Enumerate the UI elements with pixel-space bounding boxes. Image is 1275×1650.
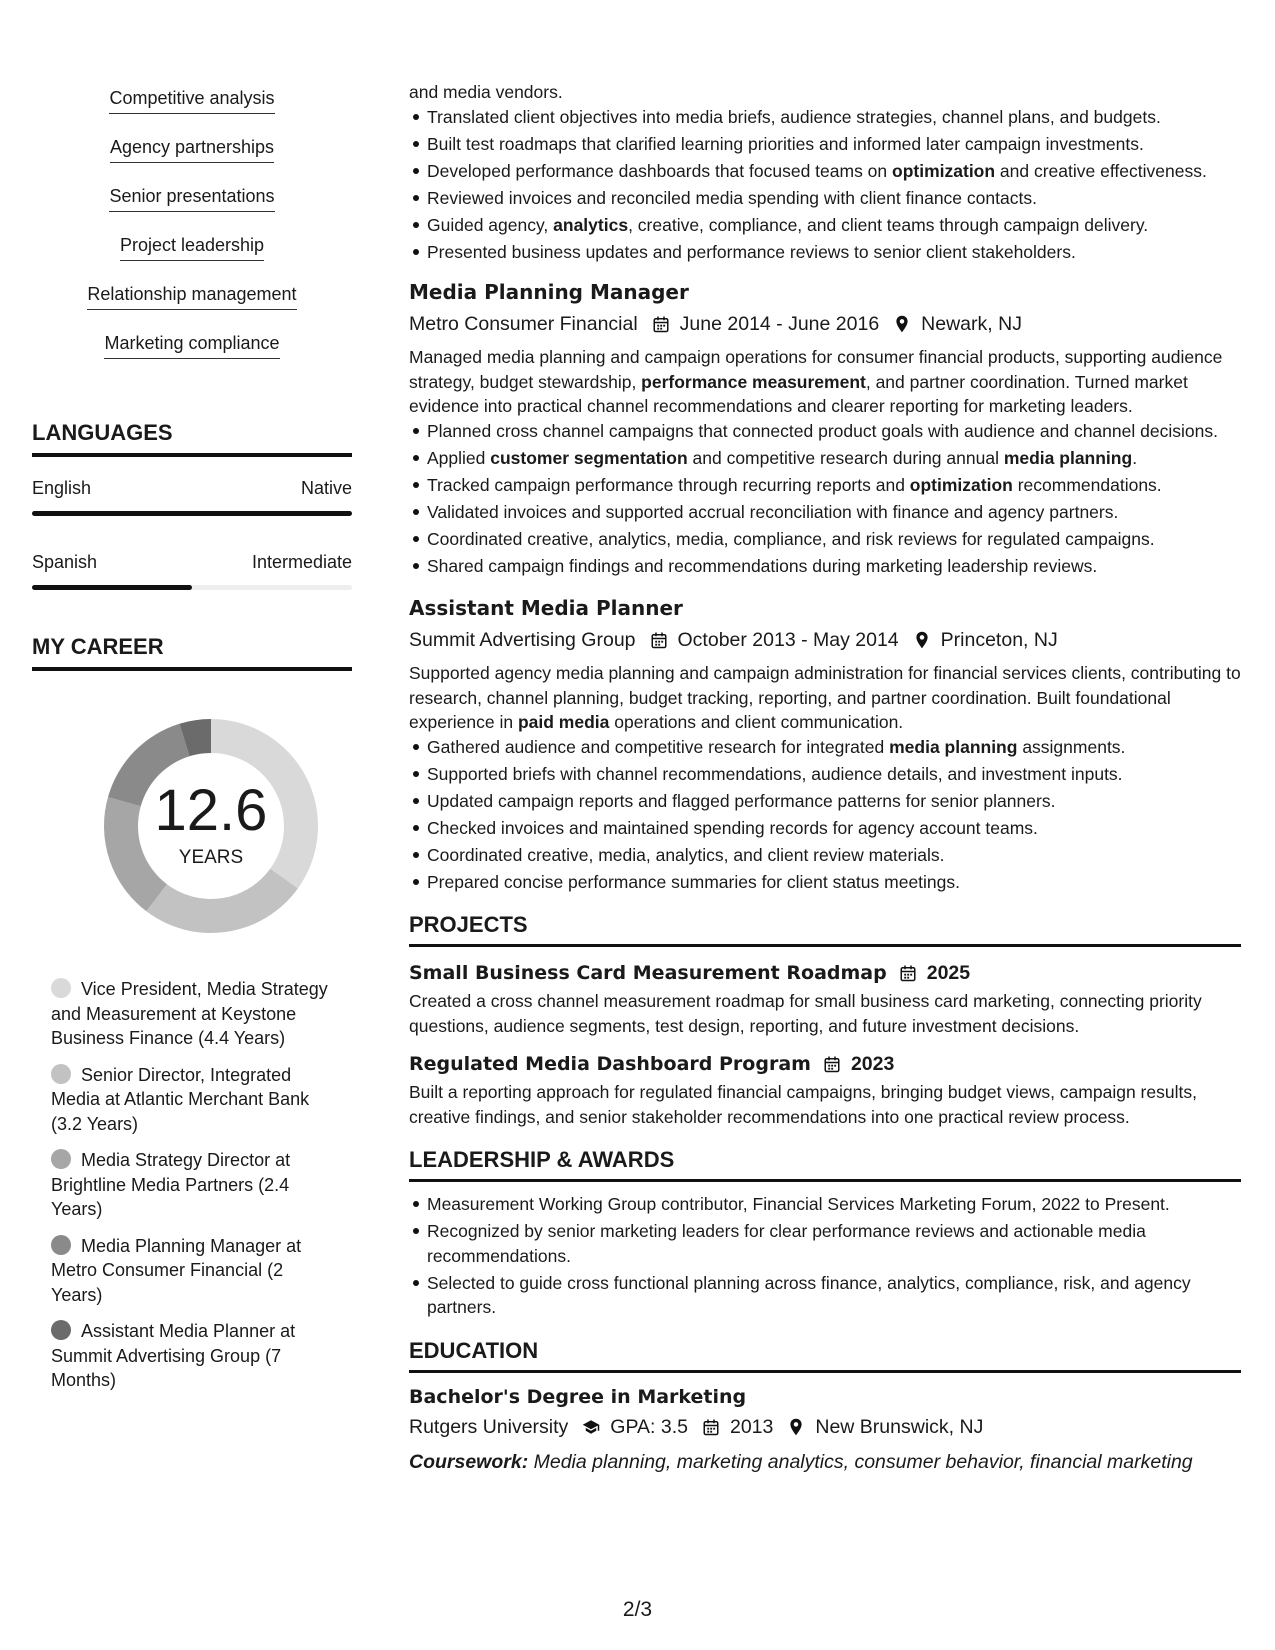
right-column (409, 80, 1241, 1476)
legend-dot (51, 1235, 71, 1255)
calendar-icon (650, 631, 668, 649)
leadership-bullets (409, 1192, 1241, 1320)
left-column (32, 80, 352, 1405)
skill-row (32, 227, 352, 276)
language-name: Spanish (32, 552, 98, 572)
education-meta (409, 1413, 1241, 1441)
language-level: Native (300, 478, 352, 498)
language-level: Intermediate (251, 552, 352, 572)
career-legend-item (51, 1319, 336, 1393)
skill-item: Relationship management (87, 284, 296, 310)
project-description: Created a cross channel measurement roadmap for small business card marketing, connecting priority questions, audience segments, test design, reporting, and future investment decisions. (409, 991, 1202, 1036)
company-name: Metro Consumer Financial (409, 313, 638, 335)
career-total-years: 12.6 (154, 778, 268, 843)
skill-item: Project leadership (120, 235, 264, 261)
bullet-item: Recognized by senior marketing leaders for clear performance reviews and actionable media recommendations. (427, 1219, 1241, 1268)
job-bullets (409, 419, 1241, 579)
job-location: Princeton, NJ (940, 629, 1058, 651)
calendar-icon (652, 315, 670, 333)
bullet-item: Guided agency, analytics, creative, compliance, and client teams through campaign delivery. (427, 213, 1241, 238)
language-bar (32, 511, 352, 516)
bullet-item: Shared campaign findings and recommendations during marketing leadership reviews. (427, 554, 1241, 579)
job-dates: June 2014 - June 2016 (679, 313, 880, 335)
legend-dot (51, 1149, 71, 1169)
projects-list (409, 959, 1241, 1129)
bullet-item: Gathered audience and competitive research for integrated media planning assignments. (427, 735, 1241, 760)
skill-item: Agency partnerships (110, 137, 274, 163)
job-summary: Supported agency media planning and campaign administration for financial services clients, contributing to research, channel planning, budget tracking, reporting, and partner coordination. Built foundational experience in paid media operations and client communication. (409, 663, 1241, 732)
legend-label: Assistant Media Planner at Summit Advertising Group (7 Months) (51, 1321, 296, 1390)
legend-dot (51, 1320, 71, 1340)
language-name: English (32, 478, 92, 498)
bullet-item: Measurement Working Group contributor, Financial Services Marketing Forum, 2022 to Present. (427, 1192, 1241, 1217)
career-legend-item (51, 977, 336, 1051)
legend-label: Media Planning Manager at Metro Consumer Financial (2 Years) (51, 1235, 302, 1305)
company-name: Summit Advertising Group (409, 629, 636, 651)
language-bar-fill (32, 585, 192, 590)
map-pin-icon (913, 631, 931, 649)
career-years-unit: YEARS (178, 847, 244, 868)
bullet-item: Checked invoices and maintained spending records for agency account teams. (427, 816, 1241, 841)
project-year: 2025 (926, 962, 971, 984)
skill-row (32, 129, 352, 178)
bullet-item: Developed performance dashboards that focused teams on optimization and creative effectiveness. (427, 159, 1241, 184)
language-bar (32, 585, 352, 590)
prev-job-tail: and media vendors. (409, 82, 563, 102)
legend-label: Media Strategy Director at Brightline Media Partners (2.4 Years) (51, 1150, 291, 1219)
coursework-label: Coursework: (409, 1450, 529, 1473)
job-bullets (409, 735, 1241, 895)
calendar-icon (899, 964, 917, 982)
skill-row (32, 178, 352, 227)
project-title-row (409, 1050, 1241, 1078)
gpa: GPA: 3.5 (610, 1415, 688, 1438)
job-entry (409, 278, 1241, 578)
project-year: 2023 (850, 1053, 895, 1075)
career-legend-item (51, 1063, 336, 1137)
job-meta (409, 310, 1241, 338)
career-legend (51, 977, 336, 1393)
job-title: Assistant Media Planner (409, 596, 683, 620)
bullet-item: Translated client objectives into media briefs, audience strategies, channel plans, and budgets. (427, 105, 1241, 130)
skill-row (32, 325, 352, 374)
skill-row (32, 80, 352, 129)
calendar-icon (702, 1418, 720, 1436)
bullet-item: Planned cross channel campaigns that connected product goals with audience and channel decisions. (427, 419, 1241, 444)
bullet-item: Applied customer segmentation and competitive research during annual media planning. (427, 446, 1241, 471)
bullet-item: Presented business updates and performance reviews to senior client stakeholders. (427, 240, 1241, 265)
bullet-item: Supported briefs with channel recommendations, audience details, and investment inputs. (427, 762, 1241, 787)
job-title: Media Planning Manager (409, 280, 689, 304)
bullet-item: Prepared concise performance summaries for client status meetings. (427, 870, 1241, 895)
job-meta (409, 626, 1241, 654)
project-title-row (409, 959, 1241, 987)
legend-dot (51, 978, 71, 998)
bullet-item: Validated invoices and supported accrual reconciliation with finance and agency partners. (427, 500, 1241, 525)
languages-list (32, 477, 352, 590)
leadership-heading: LEADERSHIP & AWARDS (409, 1147, 1241, 1182)
prev-job-bullets (409, 105, 1241, 265)
legend-label: Senior Director, Integrated Media at Atlantic Merchant Bank (3.2 Years) (51, 1064, 310, 1134)
experience-list (409, 278, 1241, 894)
career-legend-item (51, 1148, 336, 1222)
graduation-cap-icon (582, 1418, 600, 1436)
bullet-item: Built test roadmaps that clarified learning priorities and informed later campaign investments. (427, 132, 1241, 157)
skill-row (32, 276, 352, 325)
languages-heading: LANGUAGES (32, 420, 352, 457)
skill-item: Senior presentations (109, 186, 274, 212)
coursework (409, 1448, 1241, 1476)
school-location: New Brunswick, NJ (815, 1415, 984, 1438)
bullet-item: Coordinated creative, media, analytics, and client review materials. (427, 843, 1241, 868)
bullet-item: Tracked campaign performance through recurring reports and optimization recommendations. (427, 473, 1241, 498)
map-pin-icon (787, 1418, 805, 1436)
project-title: Small Business Card Measurement Roadmap (409, 962, 887, 984)
job-location: Newark, NJ (921, 313, 1022, 335)
legend-dot (51, 1064, 71, 1084)
coursework-text: Media planning, marketing analytics, consumer behavior, financial marketing (533, 1450, 1193, 1473)
page-number: 2/3 (622, 1598, 653, 1621)
language-bar-fill (32, 511, 352, 516)
graduation-year: 2013 (729, 1415, 774, 1438)
career-heading: MY CAREER (32, 634, 352, 671)
language-row (32, 477, 352, 499)
job-summary: Managed media planning and campaign operations for consumer financial products, supporting audience strategy, budget stewardship, performance measurement, and partner coordination. Turned market evidence into practical channel recommendations and clearer reporting for marketing leaders. (409, 347, 1223, 416)
school-name: Rutgers University (409, 1415, 569, 1438)
bullet-item: Reviewed invoices and reconciled media spending with client finance contacts. (427, 186, 1241, 211)
skills-list (32, 80, 352, 374)
job-entry (409, 594, 1241, 894)
bullet-item: Coordinated creative, analytics, media, compliance, and risk reviews for regulated campaigns. (427, 527, 1241, 552)
bullet-item: Updated campaign reports and flagged performance patterns for senior planners. (427, 789, 1241, 814)
projects-heading: PROJECTS (409, 912, 1241, 947)
bullet-item: Selected to guide cross functional planning across finance, analytics, compliance, risk, and agency partners. (427, 1271, 1241, 1320)
career-donut-chart (96, 711, 326, 941)
project-title: Regulated Media Dashboard Program (409, 1053, 811, 1075)
degree-title: Bachelor's Degree in Marketing (409, 1385, 747, 1408)
language-row (32, 551, 352, 573)
job-dates: October 2013 - May 2014 (677, 629, 899, 651)
legend-label: Vice President, Media Strategy and Measurement at Keystone Business Finance (4.4 Years) (51, 979, 328, 1048)
education-heading: EDUCATION (409, 1338, 1241, 1373)
project-description: Built a reporting approach for regulated financial campaigns, bringing budget views, campaign results, creative findings, and senior stakeholder recommendations into one practical review process. (409, 1082, 1197, 1127)
skill-item: Marketing compliance (104, 333, 279, 359)
skill-item: Competitive analysis (109, 88, 274, 114)
calendar-icon (823, 1055, 841, 1073)
map-pin-icon (893, 315, 911, 333)
career-legend-item (51, 1234, 336, 1308)
